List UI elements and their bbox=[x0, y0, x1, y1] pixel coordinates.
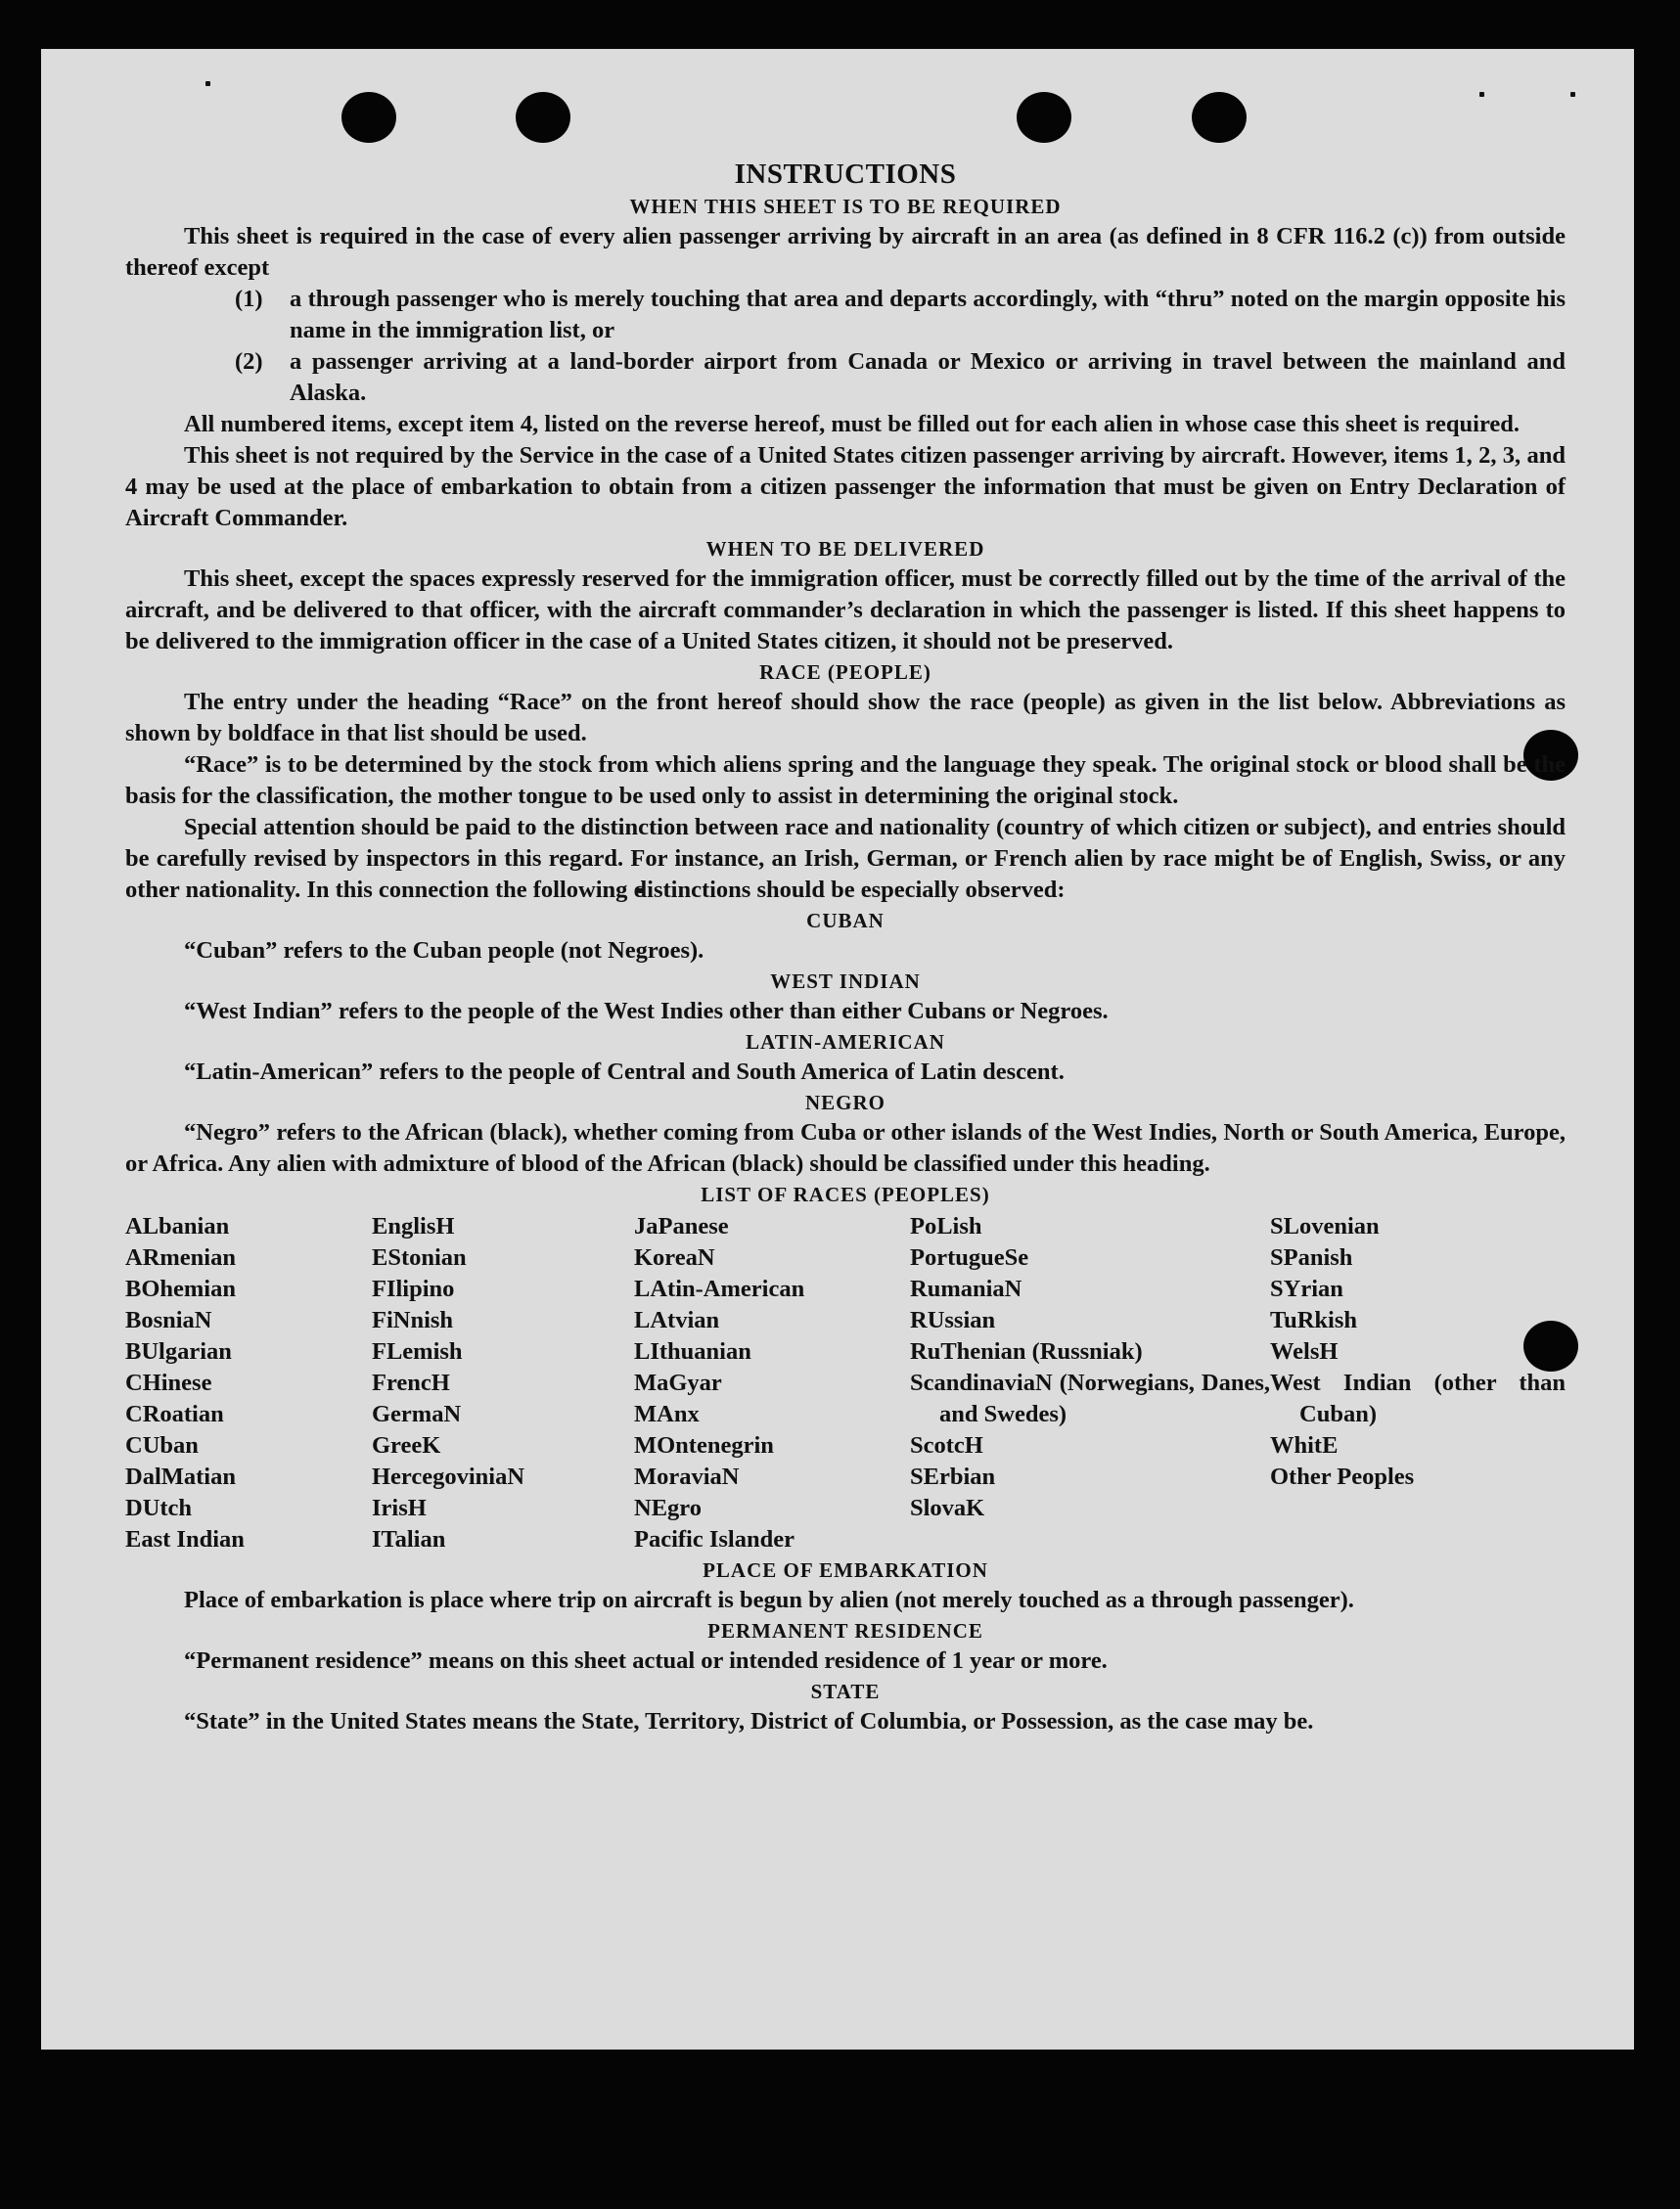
race-list-column bbox=[634, 1211, 910, 1555]
race-list-item: CUban bbox=[125, 1432, 199, 1459]
race-list-item: MAnx bbox=[634, 1401, 700, 1427]
race-list-item: FLemish bbox=[372, 1338, 463, 1365]
race-list-item: EStonian bbox=[372, 1244, 467, 1271]
race-list-item: BosniaN bbox=[125, 1307, 212, 1333]
section-heading: PLACE OF EMBARKATION bbox=[703, 1558, 988, 1582]
race-list-item: RumaniaN bbox=[910, 1276, 1022, 1302]
race-list-item: KoreaN bbox=[634, 1244, 715, 1271]
section-heading: PERMANENT RESIDENCE bbox=[707, 1619, 983, 1643]
race-list-item: SLovenian bbox=[1270, 1213, 1380, 1240]
paragraph: “State” in the United States means the State, Territory, District of Columbia, or Possession, as the case may be. bbox=[184, 1708, 1314, 1735]
item-text: a through passenger who is merely touching that area and departs accordingly, with “thru” noted on the margin opposite his name in the immigration list, or bbox=[290, 286, 1566, 343]
race-list-item: GreeK bbox=[372, 1432, 441, 1459]
race-list-column bbox=[372, 1211, 634, 1555]
race-list-item: RUssian bbox=[910, 1307, 996, 1333]
race-list-item: West Indian (other than Cuban) bbox=[1270, 1370, 1566, 1427]
instructions-text bbox=[125, 157, 1566, 1737]
paragraph: This sheet, except the spaces expressly reserved for the immigration officer, must be correctly filled out by the time of the arrival of the aircraft, and be delivered to that officer, with the aircraft commander’s declaration in which the passenger is listed. If this sheet happens to be delivered to the immigration officer in the case of a United States citizen, it should not be preserved. bbox=[125, 565, 1566, 654]
race-list-item: CRoatian bbox=[125, 1401, 224, 1427]
race-list-item: MOntenegrin bbox=[634, 1432, 774, 1459]
item-number: (1) bbox=[235, 286, 263, 312]
paragraph: This sheet is required in the case of every alien passenger arriving by aircraft in an area (as defined in 8 CFR 116.2 (c)) from outside thereof except bbox=[125, 223, 1566, 281]
document-page bbox=[41, 49, 1634, 2050]
paragraph: “Permanent residence” means on this sheet actual or intended residence of 1 year or more. bbox=[184, 1647, 1108, 1674]
race-list-item: FrencH bbox=[372, 1370, 450, 1396]
exception-item bbox=[125, 284, 1566, 346]
race-list-item: LAtin-American bbox=[634, 1276, 805, 1302]
speck bbox=[1570, 92, 1575, 97]
race-list-item: TuRkish bbox=[1270, 1307, 1358, 1333]
race-list-item: SPanish bbox=[1270, 1244, 1353, 1271]
race-list bbox=[125, 1211, 1566, 1555]
punch-hole bbox=[1192, 92, 1247, 143]
race-list-item: WhitE bbox=[1270, 1432, 1339, 1459]
race-list-item: BUlgarian bbox=[125, 1338, 232, 1365]
race-list-item: HercegoviniaN bbox=[372, 1464, 525, 1490]
race-list-item: Other Peoples bbox=[1270, 1464, 1415, 1490]
race-list-item: DalMatian bbox=[125, 1464, 236, 1490]
punch-hole bbox=[341, 92, 396, 143]
race-list-item: East Indian bbox=[125, 1526, 245, 1553]
race-list-column bbox=[1270, 1211, 1566, 1555]
race-list-column bbox=[910, 1211, 1270, 1555]
section-heading: WHEN THIS SHEET IS TO BE REQUIRED bbox=[629, 195, 1062, 218]
punch-hole bbox=[1017, 92, 1071, 143]
punch-hole bbox=[516, 92, 570, 143]
race-list-item: FiNnish bbox=[372, 1307, 454, 1333]
definition: “Negro” refers to the African (black), whether coming from Cuba or other islands of the West Indies, North or South America, Europe, or Africa. Any alien with admixture of blood of the African (black) should be classified under this heading. bbox=[125, 1119, 1566, 1177]
definition: “Cuban” refers to the Cuban people (not Negroes). bbox=[184, 937, 704, 964]
race-list-item: Pacific Islander bbox=[634, 1526, 795, 1553]
section-heading: CUBAN bbox=[806, 909, 885, 932]
section-heading: WHEN TO BE DELIVERED bbox=[705, 537, 985, 561]
race-list-item: ScandinaviaN (Norwegians, Danes, and Swedes) bbox=[910, 1370, 1270, 1427]
race-list-item: JaPanese bbox=[634, 1213, 729, 1240]
race-list-item: IrisH bbox=[372, 1495, 427, 1521]
race-list-item: DUtch bbox=[125, 1495, 193, 1521]
race-list-item: FIlipino bbox=[372, 1276, 455, 1302]
section-heading: LIST OF RACES (PEOPLES) bbox=[701, 1183, 990, 1206]
race-list-item: ALbanian bbox=[125, 1213, 230, 1240]
definition: “Latin-American” refers to the people of Central and South America of Latin descent. bbox=[184, 1059, 1065, 1085]
race-list-item: SlovaK bbox=[910, 1495, 985, 1521]
race-list-item: SErbian bbox=[910, 1464, 996, 1490]
race-list-item: CHinese bbox=[125, 1370, 212, 1396]
paragraph: Special attention should be paid to the distinction between race and nationality (country of which citizen or subject), and entries should be carefully revised by inspectors in this regard. For instance, an Irish, German, or French alien by race might be of English, Swiss, or any other nationality. In this connection the following distinctions should be especially observed: bbox=[125, 814, 1566, 903]
race-list-item: LAtvian bbox=[634, 1307, 720, 1333]
definition: “West Indian” refers to the people of the West Indies other than either Cubans or Negroes. bbox=[184, 998, 1109, 1024]
speck bbox=[205, 81, 210, 86]
section-heading: RACE (PEOPLE) bbox=[759, 660, 931, 684]
race-list-item: LIthuanian bbox=[634, 1338, 751, 1365]
paragraph: “Race” is to be determined by the stock from which aliens spring and the language they speak. The original stock or blood shall be the basis for the classification, the mother tongue to be used only to assist in determining the original stock. bbox=[125, 751, 1566, 809]
race-list-item: WelsH bbox=[1270, 1338, 1339, 1365]
exception-item bbox=[125, 346, 1566, 409]
section-heading: NEGRO bbox=[804, 1091, 885, 1114]
race-list-item: PortugueSe bbox=[910, 1244, 1029, 1271]
race-list-item: NEgro bbox=[634, 1495, 702, 1521]
section-heading: LATIN-AMERICAN bbox=[746, 1030, 945, 1054]
race-list-item: MoraviaN bbox=[634, 1464, 740, 1490]
race-list-item: BOhemian bbox=[125, 1276, 236, 1302]
section-heading: WEST INDIAN bbox=[770, 969, 921, 993]
item-text: a passenger arriving at a land-border airport from Canada or Mexico or arriving in travel between the mainland and Alaska. bbox=[290, 348, 1566, 406]
section-heading: STATE bbox=[810, 1680, 881, 1703]
page-title: INSTRUCTIONS bbox=[734, 158, 957, 190]
speck bbox=[1479, 92, 1484, 97]
item-number: (2) bbox=[235, 348, 263, 375]
race-list-item: GermaN bbox=[372, 1401, 462, 1427]
race-list-item: EnglisH bbox=[372, 1213, 455, 1240]
race-list-item: ScotcH bbox=[910, 1432, 983, 1459]
paragraph: This sheet is not required by the Service in the case of a United States citizen passenger arriving by aircraft. However, items 1, 2, 3, and 4 may be used at the place of embarkation to obtain from a citizen passenger the information that must be given on Entry Declaration of Aircraft Commander. bbox=[125, 442, 1566, 531]
race-list-item: PoLish bbox=[910, 1213, 982, 1240]
race-list-item: ITalian bbox=[372, 1526, 446, 1553]
paragraph: Place of embarkation is place where trip on aircraft is begun by alien (not merely touched as a through passenger). bbox=[184, 1587, 1354, 1613]
race-list-column bbox=[125, 1211, 372, 1555]
race-list-item: SYrian bbox=[1270, 1276, 1343, 1302]
race-list-item: RuThenian (Russniak) bbox=[910, 1338, 1143, 1365]
race-list-item: ARmenian bbox=[125, 1244, 236, 1271]
paragraph: All numbered items, except item 4, listed on the reverse hereof, must be filled out for each alien in whose case this sheet is required. bbox=[184, 411, 1521, 437]
paragraph: The entry under the heading “Race” on the front hereof should show the race (people) as given in the list below. Abbreviations as shown by boldface in that list should be used. bbox=[125, 689, 1566, 746]
race-list-item: MaGyar bbox=[634, 1370, 722, 1396]
